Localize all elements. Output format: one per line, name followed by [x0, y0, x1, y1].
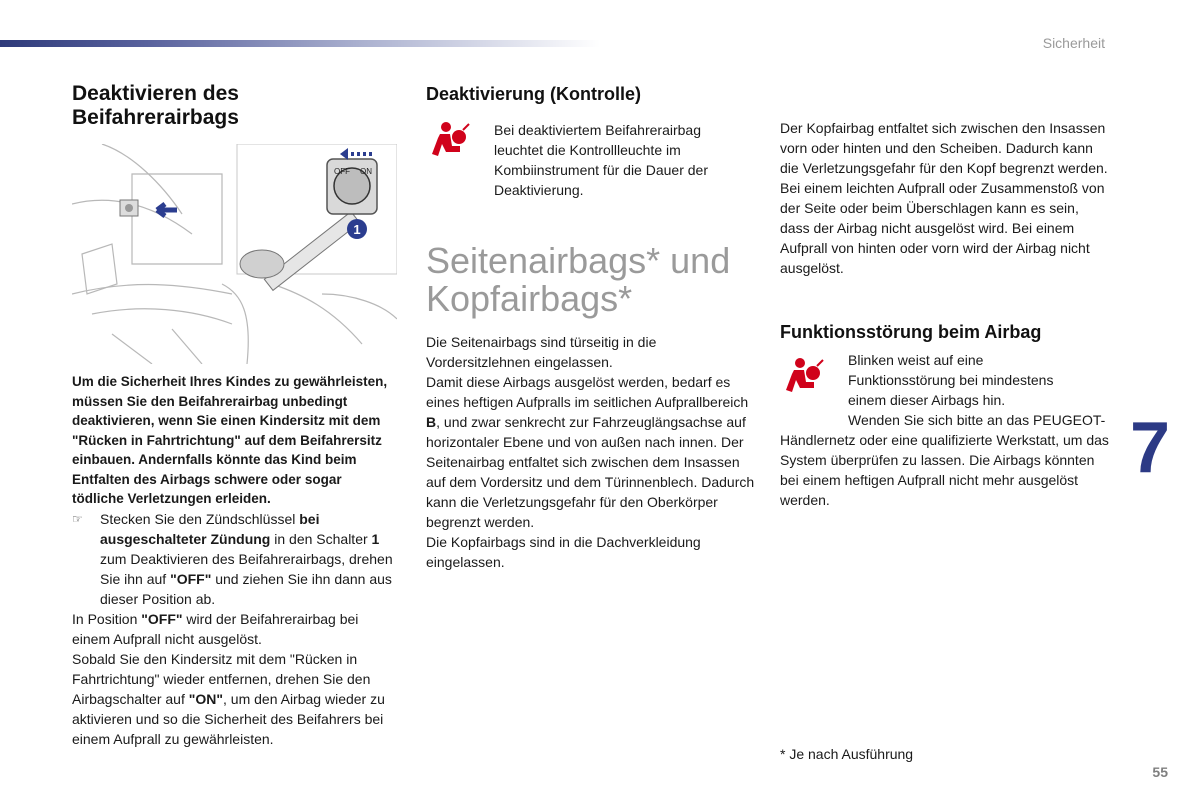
off-position-text: In Position "OFF" wird der Beifahrerairbag bei einem Aufprall nicht ausgelöst. — [72, 610, 359, 647]
deactivate-heading: Deaktivieren des Beifahrerairbags — [72, 82, 239, 129]
column-right — [780, 82, 1110, 762]
bullet-text: Stecken Sie den Zündschlüssel bei ausgeschalteter Zündung in den Schalter 1 zum Deaktivieren des Beifahrerairbags, drehen Sie ihn auf "OFF" und ziehen Sie ihn dann aus dieser Position ab. — [100, 510, 393, 607]
side-airbag-p3: Die Kopfairbags sind in die Dachverkleidung eingelassen. — [426, 534, 701, 570]
footnote: * Je nach Ausführung — [780, 746, 914, 762]
control-text: Bei deaktiviertem Beifahrerairbag leuchtet die Kontrollleuchte im Kombiinstrument für die Dauer der Deaktivierung. — [494, 122, 708, 198]
chapter-number: 7 — [1129, 408, 1170, 488]
column-middle — [426, 82, 756, 572]
side-airbags-title: Seitenairbags* und Kopfairbags* — [426, 240, 731, 319]
switch-on-label: ON — [360, 167, 372, 176]
control-row — [426, 120, 756, 200]
dashboard-drawing — [72, 144, 397, 364]
airbag-warning-icon — [426, 120, 472, 160]
pointing-hand-icon: ☞ — [72, 511, 83, 526]
fault-text-1: Blinken weist auf eine Funktionsstörung bei mindestens einem dieser Airbags hin. — [848, 352, 1054, 408]
fault-heading: Funktionsstörung beim Airbag — [780, 322, 1042, 342]
fault-text-2: Wenden Sie sich bitte an das PEUGEOT-Händlernetz oder eine qualifizierte Werkstatt, um das System überprüfen zu lassen. Die Airbags könnten bei einem heftigen Aufprall nicht mehr ausgelöst werden. — [780, 412, 1109, 508]
callout-1: 1 — [353, 222, 361, 237]
on-position-text: Sobald Sie den Kindersitz mit dem "Rücken in Fahrtrichtung" wieder entfernen, drehen Sie den Airbagschalter auf "ON", um den Airbag wieder zu aktivieren und so die Sicherheit des Beifahrers bei einem Aufprall zu gewährleisten. — [72, 650, 385, 747]
airbag-warning-icon — [780, 356, 826, 396]
side-airbag-p1: Die Seitenairbags sind türseitig in die Vordersitzlehnen eingelassen. — [426, 334, 657, 370]
switch-off-label: OFF — [334, 167, 350, 176]
page-number: 55 — [1152, 764, 1168, 780]
control-heading: Deaktivierung (Kontrolle) — [426, 84, 642, 104]
section-name: Sicherheit — [1042, 35, 1105, 51]
column-left — [72, 82, 397, 749]
airbag-switch-illustration — [72, 144, 397, 364]
side-airbag-p2: Damit diese Airbags ausgelöst werden, bedarf es eines heftigen Aufpralls im seitlichen Aufprallbereich B, und zwar senkrecht zur Fahrzeuglängsachse auf horizontaler Ebene und von außen nach innen. Der Seitenairbag entfaltet sich zwischen dem Insassen auf dem Vordersitz und dem Türinnenblech. Dadurch kann die Verletzungsgefahr für den Oberkörper begrenzt werden. — [426, 374, 755, 530]
child-seat-warning: Um die Sicherheit Ihres Kindes zu gewährleisten, müssen Sie den Beifahrerairbag unbedingt deaktivieren, wenn Sie einen Kindersitz mit dem "Rücken in Fahrtrichtung" auf dem Beifahrersitz einbauen. Andernfalls könnte das Kind beim Entfalten des Airbags schwere oder sogar tödliche Verletzungen erleiden. — [72, 374, 388, 506]
fault-row — [780, 350, 1110, 410]
header-gradient-bar — [0, 40, 600, 47]
instruction-bullet — [72, 509, 397, 609]
head-airbag-text: Der Kopfairbag entfaltet sich zwischen den Insassen vorn oder hinten und den Scheiben. Dadurch kann die Verletzungsgefahr für den Kopf begrenzt werden. Bei einem leichten Aufprall oder Zusammenstoß von der Seite oder beim Überschlagen kann es sein, dass der Airbag nicht ausgelöst wird. Bei einem Aufprall von hinten oder vorn wird der Airbag nicht ausgelöst. — [780, 120, 1108, 276]
